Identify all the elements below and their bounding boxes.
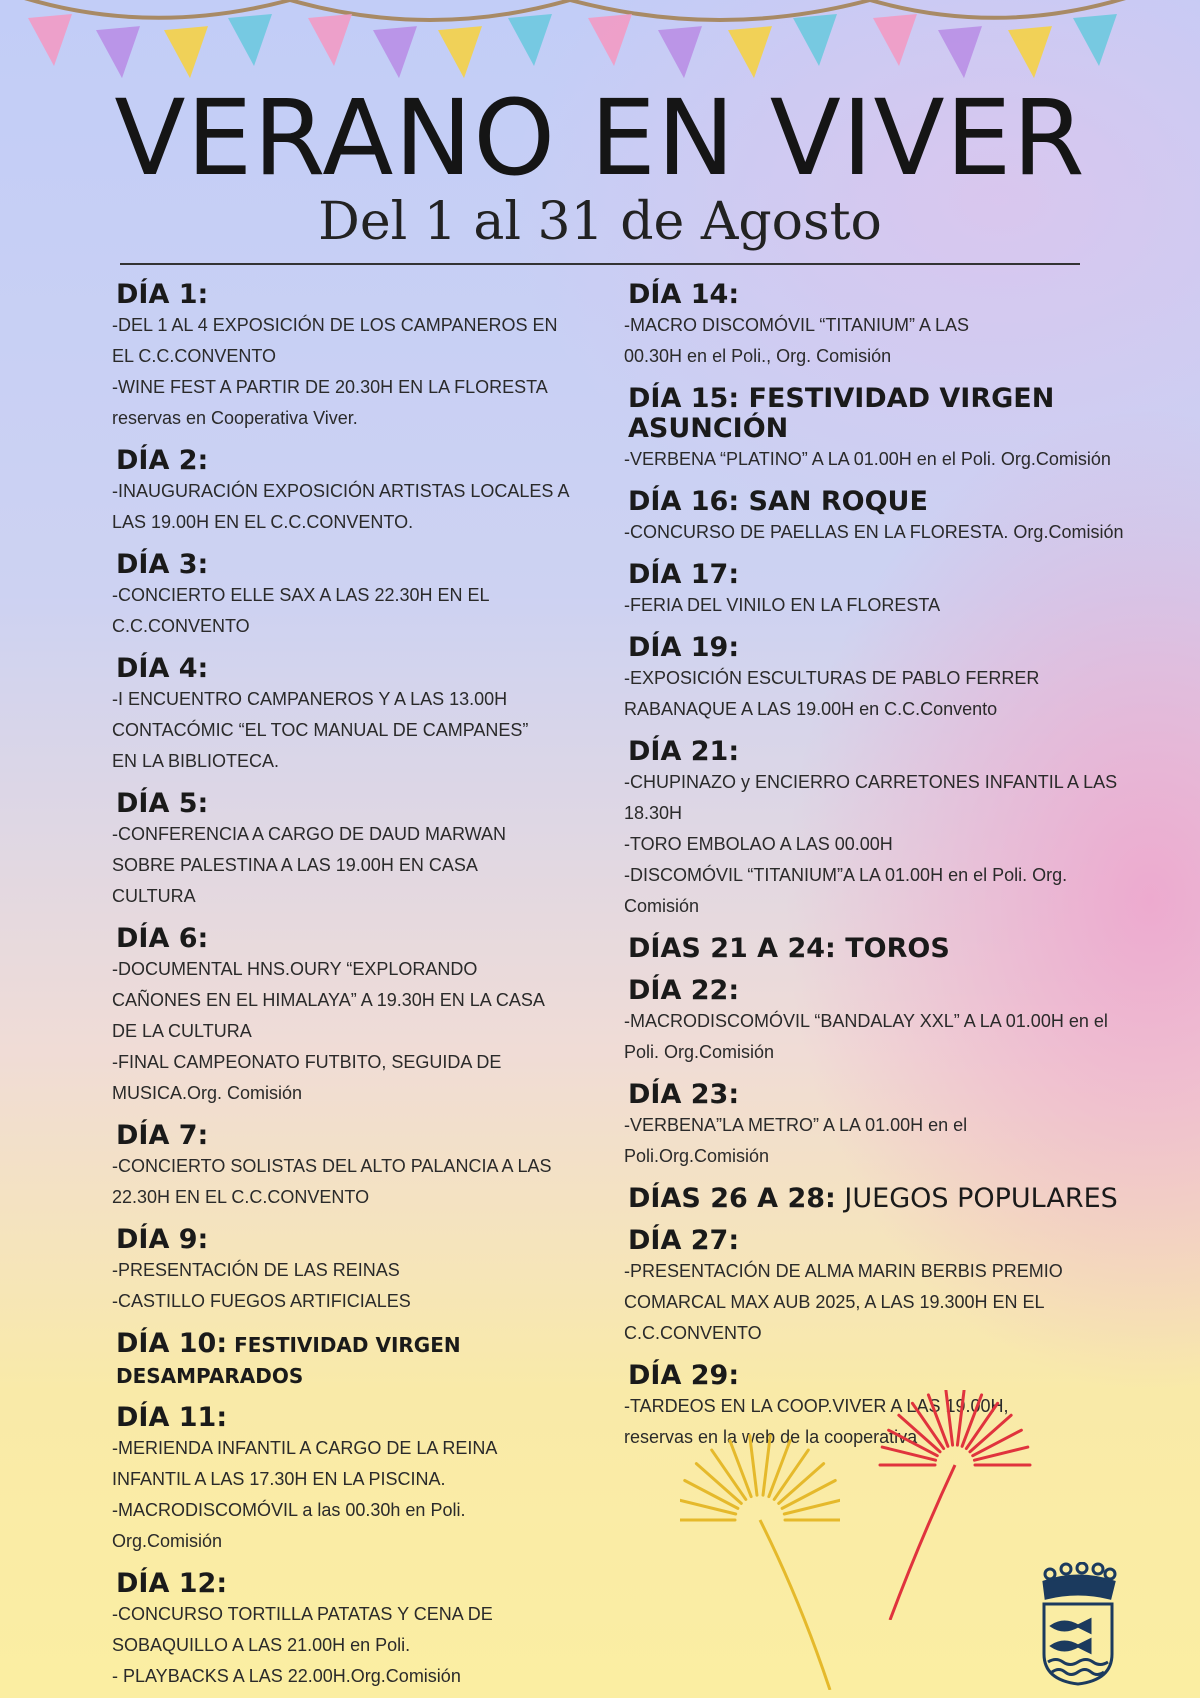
day-entry	[112, 654, 607, 777]
day-heading	[116, 1403, 607, 1433]
day-heading	[628, 560, 1179, 590]
day-heading-text: DÍA 7:	[116, 1120, 209, 1151]
event-line: COMARCAL MAX AUB 2025, A LAS 19.300H EN EL	[624, 1292, 1045, 1312]
day-heading-text: DÍAS 26 A 28:	[628, 1183, 836, 1214]
day-entry	[112, 550, 607, 642]
day-heading-text: DÍA 29:	[628, 1360, 740, 1391]
day-heading	[116, 280, 607, 310]
day-entry	[624, 384, 1179, 475]
day-entry	[624, 1226, 1179, 1349]
day-entry	[624, 560, 1179, 621]
day-entry	[624, 487, 1179, 548]
day-heading-text: DÍA 19:	[628, 632, 740, 663]
day-heading	[628, 1361, 1179, 1391]
day-heading-text: DÍA 1:	[116, 279, 209, 310]
event-line: C.C.CONVENTO	[112, 616, 250, 636]
day-heading	[116, 654, 607, 684]
day-entry	[624, 280, 1179, 372]
day-heading	[116, 1225, 607, 1255]
event-line: EL C.C.CONVENTO	[112, 346, 277, 366]
bunting-flag	[96, 26, 140, 78]
day-entry	[624, 1080, 1179, 1172]
event-line: -MACRODISCOMÓVIL a las 00.30h en Poli.	[112, 1500, 466, 1520]
event-line: -CONCURSO TORTILLA PATATAS Y CENA DE	[112, 1604, 493, 1624]
bunting-flag	[508, 14, 552, 66]
day-heading-text: DÍA 14:	[628, 279, 740, 310]
bunting-flag	[28, 14, 72, 66]
day-entry	[624, 737, 1179, 922]
day-heading	[116, 1569, 607, 1599]
event-line: -VERBENA”LA METRO” A LA 01.00H en el	[624, 1115, 968, 1135]
day-heading-text: DÍA 15: FESTIVIDAD VIRGEN ASUNCIÓN	[628, 383, 1055, 444]
day-entry	[112, 1121, 607, 1213]
event-line: -DOCUMENTAL HNS.OURY “EXPLORANDO	[112, 959, 478, 979]
event-line: -WINE FEST A PARTIR DE 20.30H EN LA FLORESTA	[112, 377, 548, 397]
day-entry	[112, 280, 607, 434]
schedule-left-column	[112, 280, 607, 1698]
event-line: SOBRE PALESTINA A LAS 19.00H EN CASA	[112, 855, 478, 875]
event-line: CULTURA	[112, 886, 196, 906]
event-line: MUSICA.Org. Comisión	[112, 1083, 303, 1103]
bunting-flag	[373, 26, 417, 78]
event-line: C.C.CONVENTO	[624, 1323, 762, 1343]
day-entry	[624, 934, 1179, 964]
day-entry	[112, 1329, 607, 1391]
event-line: -CONCURSO DE PAELLAS EN LA FLORESTA. Org.Comisión	[624, 522, 1124, 542]
bunting-flag	[588, 14, 632, 66]
event-line: Org.Comisión	[112, 1531, 223, 1551]
day-entry	[112, 1403, 607, 1557]
day-heading	[116, 924, 607, 954]
day-heading	[628, 384, 1179, 444]
day-heading	[628, 1226, 1179, 1256]
day-heading-text: DÍA 11:	[116, 1402, 228, 1433]
bunting-flag	[164, 26, 208, 78]
event-line: CONTACÓMIC “EL TOC MANUAL DE CAMPANES”	[112, 720, 529, 740]
event-line: Poli.Org.Comisión	[624, 1146, 770, 1166]
event-line: -INAUGURACIÓN EXPOSICIÓN ARTISTAS LOCALES A	[112, 481, 570, 501]
event-line: Comisión	[624, 896, 700, 916]
poster-subtitle: Del 1 al 31 de Agosto	[318, 192, 882, 252]
event-line: -I ENCUENTRO CAMPANEROS Y A LAS 13.00H	[112, 689, 508, 709]
yellow-firework-icon	[680, 1410, 840, 1690]
event-line: -FERIA DEL VINILO EN LA FLORESTA	[624, 595, 941, 615]
event-line: 00.30H en el Poli., Org. Comisión	[624, 346, 892, 366]
day-entry	[112, 789, 607, 912]
title-divider	[120, 263, 1080, 265]
day-entry	[112, 446, 607, 538]
event-line: - PLAYBACKS A LAS 22.00H.Org.Comisión	[112, 1666, 461, 1686]
day-entry	[624, 1184, 1179, 1214]
day-heading	[628, 976, 1179, 1006]
day-heading-text: DÍA 9:	[116, 1224, 209, 1255]
day-heading-text: DÍA 10:	[116, 1328, 228, 1359]
day-heading	[116, 1121, 607, 1151]
day-heading-text: DÍAS 21 A 24: TOROS	[628, 933, 950, 964]
event-line: -CONFERENCIA A CARGO DE DAUD MARWAN	[112, 824, 507, 844]
bunting-flag	[728, 26, 772, 78]
day-heading	[628, 280, 1179, 310]
day-entry	[112, 1225, 607, 1317]
day-heading	[628, 934, 1179, 964]
day-heading-text: DÍA 6:	[116, 923, 209, 954]
day-heading-text: DÍA 23:	[628, 1079, 740, 1110]
poster-title: VERANO EN VIVER	[114, 77, 1086, 199]
event-line: -DEL 1 AL 4 EXPOSICIÓN DE LOS CAMPANEROS EN	[112, 315, 558, 335]
day-heading-text: DÍA 27:	[628, 1225, 740, 1256]
event-line: LAS 19.00H EN EL C.C.CONVENTO.	[112, 512, 414, 532]
day-entry	[112, 1569, 607, 1692]
bunting-flag	[658, 26, 702, 78]
event-line: Poli. Org.Comisión	[624, 1042, 775, 1062]
event-line: CAÑONES EN EL HIMALAYA” A 19.30H EN LA CASA	[112, 990, 545, 1010]
red-firework-icon	[860, 1390, 1040, 1620]
event-line: -EXPOSICIÓN ESCULTURAS DE PABLO FERRER	[624, 668, 1040, 688]
bunting-flag	[228, 14, 272, 66]
day-heading-extra: FESTIVIDAD VIRGEN DESAMPARADOS	[116, 1333, 461, 1388]
day-heading-text: DÍA 4:	[116, 653, 209, 684]
day-heading	[116, 446, 607, 476]
event-line: -CONCIERTO SOLISTAS DEL ALTO PALANCIA A LAS	[112, 1156, 552, 1176]
event-line: -VERBENA “PLATINO” A LA 01.00H en el Poli. Org.Comisión	[624, 449, 1111, 469]
event-line: RABANAQUE A LAS 19.00H en C.C.Convento	[624, 699, 998, 719]
bunting-flag	[438, 26, 482, 78]
event-line: -MACRODISCOMÓVIL “BANDALAY XXL” A LA 01.00H en el	[624, 1011, 1108, 1031]
event-line: -TARDEOS EN LA COOP.VIVER A LAS 19.00H,	[624, 1396, 1009, 1416]
event-line: -FINAL CAMPEONATO FUTBITO, SEGUIDA DE	[112, 1052, 502, 1072]
bunting-flag	[793, 14, 837, 66]
bunting-flag	[873, 14, 917, 66]
day-heading-text: DÍA 2:	[116, 445, 209, 476]
event-line: -DISCOMÓVIL “TITANIUM”A LA 01.00H en el Poli. Org.	[624, 865, 1068, 885]
day-heading	[628, 487, 1179, 517]
bunting-flag	[1008, 26, 1052, 78]
bunting-flag	[308, 14, 352, 66]
day-heading	[628, 1184, 1179, 1214]
day-heading	[628, 633, 1179, 663]
day-entry	[624, 976, 1179, 1068]
day-heading-text: DÍA 12:	[116, 1568, 228, 1599]
day-heading-text: DÍA 3:	[116, 549, 209, 580]
day-heading	[628, 1080, 1179, 1110]
schedule-right-column	[624, 280, 1179, 1465]
bunting-flag	[938, 26, 982, 78]
event-line: -MACRO DISCOMÓVIL “TITANIUM” A LAS	[624, 315, 970, 335]
event-line: -MERIENDA INFANTIL A CARGO DE LA REINA	[112, 1438, 498, 1458]
event-line: DE LA CULTURA	[112, 1021, 252, 1041]
event-line: INFANTIL A LAS 17.30H EN LA PISCINA.	[112, 1469, 446, 1489]
event-line: -TORO EMBOLAO A LAS 00.00H	[624, 834, 893, 854]
event-line: -CHUPINAZO y ENCIERRO CARRETONES INFANTIL A LAS	[624, 772, 1118, 792]
event-line: SOBAQUILLO A LAS 21.00H en Poli.	[112, 1635, 411, 1655]
event-line: -CONCIERTO ELLE SAX A LAS 22.30H EN EL	[112, 585, 490, 605]
event-line: -PRESENTACIÓN DE ALMA MARIN BERBIS PREMIO	[624, 1261, 1063, 1281]
event-line: -CASTILLO FUEGOS ARTIFICIALES	[112, 1291, 411, 1311]
day-heading	[116, 789, 607, 819]
day-heading-text: DÍA 22:	[628, 975, 740, 1006]
event-line: EN LA BIBLIOTECA.	[112, 751, 280, 771]
day-heading-text: DÍA 17:	[628, 559, 740, 590]
bunting-flag	[1073, 14, 1117, 66]
day-heading-text: DÍA 16: SAN ROQUE	[628, 486, 928, 517]
day-heading	[628, 737, 1179, 767]
event-line: 22.30H EN EL C.C.CONVENTO	[112, 1187, 370, 1207]
event-line: -PRESENTACIÓN DE LAS REINAS	[112, 1260, 400, 1280]
day-heading-text: DÍA 21:	[628, 736, 740, 767]
event-line: reservas en la web de la cooperativa	[624, 1427, 918, 1447]
day-heading	[116, 1329, 607, 1391]
town-crest-icon	[1038, 1562, 1118, 1686]
event-line: 18.30H	[624, 803, 683, 823]
day-entry	[624, 633, 1179, 725]
day-heading	[116, 550, 607, 580]
day-heading-event: JUEGOS POPULARES	[835, 1183, 1118, 1214]
day-heading-text: DÍA 5:	[116, 788, 209, 819]
event-line: reservas en Cooperativa Viver.	[112, 408, 358, 428]
day-entry	[112, 924, 607, 1109]
